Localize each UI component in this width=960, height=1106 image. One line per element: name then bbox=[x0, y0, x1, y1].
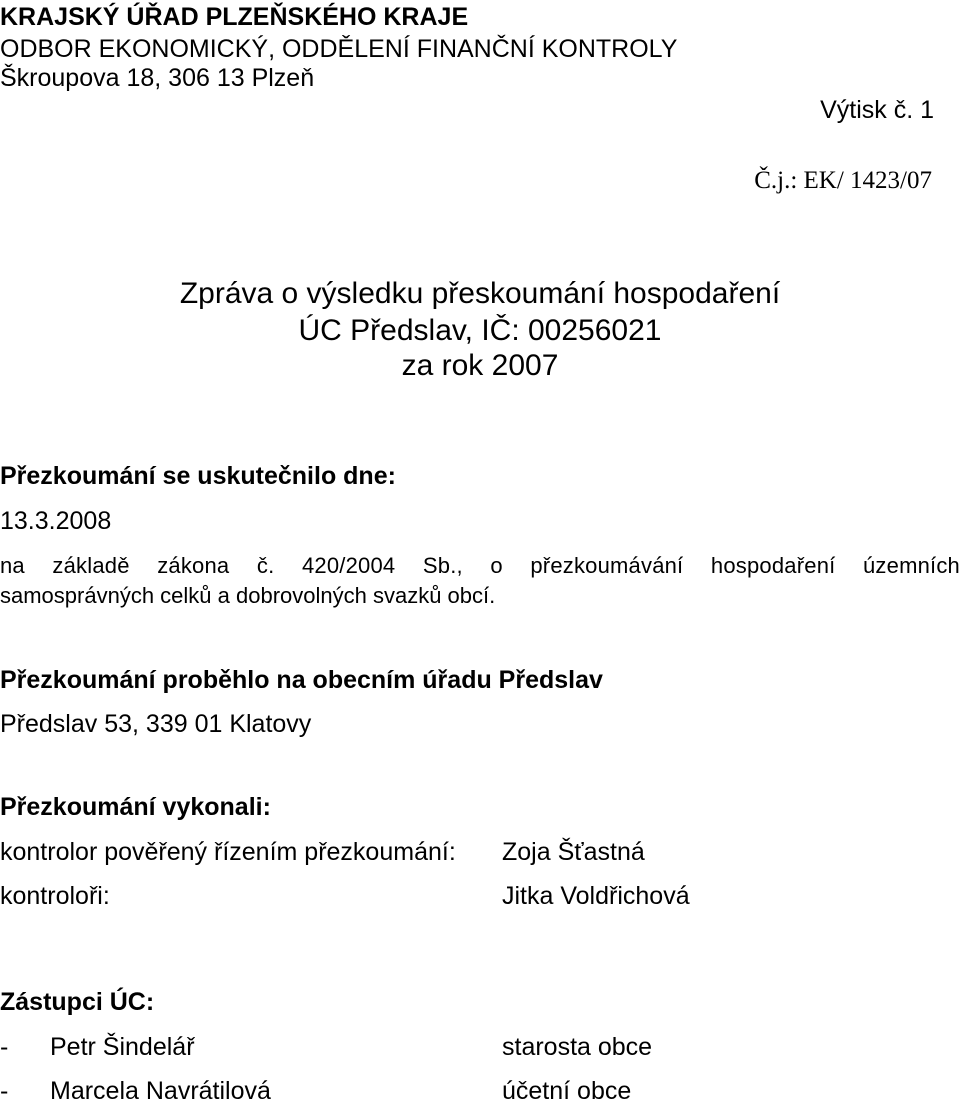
review-place-address: Předslav 53, 339 01 Klatovy bbox=[0, 710, 312, 738]
review-date-label: Přezkoumání se uskutečnilo dne: bbox=[0, 462, 396, 490]
office-name: KRAJSKÝ ÚŘAD PLZEŇSKÉHO KRAJE bbox=[0, 3, 469, 31]
legal-word: Sb., bbox=[422, 553, 463, 578]
legal-word: základě bbox=[52, 553, 130, 578]
legal-word: přezkoumávání bbox=[530, 553, 684, 578]
auditor-name: Jitka Voldřichová bbox=[502, 882, 690, 910]
review-date-value: 13.3.2008 bbox=[0, 507, 112, 535]
legal-basis bbox=[0, 551, 960, 611]
legal-basis-line-2: samosprávných celků a dobrovolných svazků obcí. bbox=[0, 583, 496, 608]
representative-role: starosta obce bbox=[502, 1033, 653, 1061]
legal-word: č. bbox=[256, 553, 275, 578]
department-name: ODBOR EKONOMICKÝ, ODDĚLENÍ FINANČNÍ KONTROLY bbox=[0, 35, 678, 63]
legal-word: na bbox=[0, 553, 25, 578]
representatives-heading: Zástupci ÚC: bbox=[0, 988, 155, 1016]
representative-name: Petr Šindelář bbox=[50, 1033, 195, 1061]
representative-name: Marcela Navrátilová bbox=[50, 1077, 271, 1105]
reference-number: Č.j.: EK/ 1423/07 bbox=[754, 167, 932, 194]
legal-word: 420/2004 bbox=[301, 553, 396, 578]
legal-word: územních bbox=[863, 553, 960, 578]
copy-number: Výtisk č. 1 bbox=[820, 96, 934, 124]
lead-auditor-name: Zoja Šťastná bbox=[502, 838, 645, 866]
legal-word: zákona bbox=[157, 553, 230, 578]
legal-word: hospodaření bbox=[710, 553, 836, 578]
list-bullet: - bbox=[0, 1077, 9, 1105]
legal-word: o bbox=[490, 553, 503, 578]
office-address: Škroupova 18, 306 13 Plzeň bbox=[0, 64, 315, 92]
lead-auditor-label: kontrolor pověřený řízením přezkoumání: bbox=[0, 838, 456, 866]
report-year: za rok 2007 bbox=[401, 349, 559, 382]
legal-basis-line-1 bbox=[0, 551, 960, 581]
list-bullet: - bbox=[0, 1033, 9, 1061]
auditors-label: kontroloři: bbox=[0, 882, 110, 910]
report-title: Zpráva o výsledku přeskoumání hospodaření bbox=[179, 277, 781, 310]
auditors-heading: Přezkoumání vykonali: bbox=[0, 793, 271, 821]
representative-role: účetní obce bbox=[502, 1077, 632, 1105]
report-subject: ÚC Předslav, IČ: 00256021 bbox=[298, 314, 662, 347]
review-place-label: Přezkoumání proběhlo na obecním úřadu Předslav bbox=[0, 666, 603, 694]
